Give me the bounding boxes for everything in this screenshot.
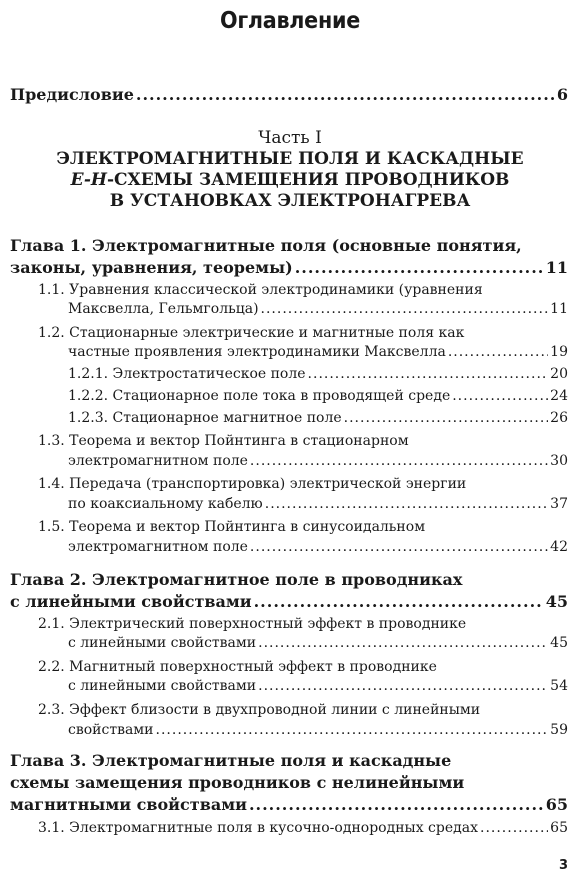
toc-chapter-3-page: 65 — [545, 795, 568, 814]
toc-section-2-1[interactable] — [68, 635, 568, 651]
toc-section-2-3-page: 59 — [550, 722, 568, 738]
toc-section-1-5-line2: электромагнитном поле — [68, 539, 248, 555]
toc-section-1-2-2-page: 24 — [550, 388, 568, 404]
toc-section-2-2[interactable] — [68, 678, 568, 694]
dot-leader — [258, 678, 548, 694]
part-title-line1: ЭЛЕКТРОМАГНИТНЫЕ ПОЛЯ И КАСКАДНЫЕ — [56, 149, 524, 169]
toc-section-2-1-line2: с линейными свойствами — [68, 635, 257, 651]
part-title-italic: E-H — [70, 170, 107, 190]
toc-chapter-3-line2[interactable]: схемы замещения проводников с нелинейными — [10, 773, 465, 792]
toc-section-3-1-page: 65 — [550, 820, 568, 836]
toc-section-1-2-3-label: 1.2.3. Стационарное магнитное поле — [68, 410, 342, 426]
toc-section-2-1-page: 45 — [550, 635, 568, 651]
part-title-line2-rest: -СХЕМЫ ЗАМЕЩЕНИЯ ПРОВОДНИКОВ — [106, 170, 510, 190]
dot-leader — [258, 635, 548, 651]
dot-leader — [452, 388, 548, 404]
toc-section-1-2-2-label: 1.2.2. Стационарное поле тока в проводящей среде — [68, 388, 451, 404]
toc-chapter-1-page: 11 — [545, 258, 568, 277]
dot-leader — [254, 592, 544, 611]
dot-leader — [480, 820, 548, 836]
toc-section-2-3-line2: свойствами — [68, 722, 154, 738]
dot-leader — [156, 722, 549, 738]
toc-section-1-2-line2: частные проявления электродинамики Максвелла — [68, 344, 446, 360]
toc-section-1-3-page: 30 — [550, 453, 568, 469]
toc-section-1-2-page: 19 — [550, 344, 568, 360]
page-title: Оглавление — [219, 8, 360, 34]
toc-section-2-2-line1[interactable]: 2.2. Магнитный поверхностный эффект в проводнике — [38, 659, 437, 675]
toc-section-1-2[interactable] — [68, 344, 568, 360]
toc-chapter-2-line2: с линейными свойствами — [10, 592, 252, 611]
toc-section-1-3-line1[interactable]: 1.3. Теорема и вектор Пойнтинга в стационарном — [38, 433, 409, 449]
toc-chapter-3-line1[interactable]: Глава 3. Электромагнитные поля и каскадные — [10, 751, 452, 770]
toc-section-1-1-line2: Максвелла, Гельмгольца) — [68, 301, 259, 317]
toc-section-1-2-1-page: 20 — [550, 366, 568, 382]
toc-section-1-5-line1[interactable]: 1.5. Теорема и вектор Пойнтинга в синусоидальном — [38, 519, 426, 535]
toc-section-1-2-3[interactable] — [68, 410, 568, 426]
toc-section-1-2-2[interactable] — [68, 388, 568, 404]
dot-leader — [295, 258, 544, 277]
toc-section-3-1[interactable] — [38, 820, 568, 836]
toc-section-2-1-line1[interactable]: 2.1. Электрический поверхностный эффект в проводнике — [38, 616, 467, 632]
toc-chapter-3[interactable] — [10, 795, 568, 814]
toc-section-1-2-3-page: 26 — [550, 410, 568, 426]
toc-chapter-2[interactable] — [10, 592, 568, 611]
part-title-line3: В УСТАНОВКАХ ЭЛЕКТРОНАГРЕВА — [109, 191, 471, 211]
part-number: Часть I — [258, 128, 322, 148]
dot-leader — [265, 496, 548, 512]
dot-leader — [136, 85, 555, 104]
toc-chapter-1-line2: законы, уравнения, теоремы) — [10, 258, 293, 277]
toc-section-2-2-page: 54 — [550, 678, 568, 694]
toc-chapter-3-line3: магнитными свойствами — [10, 795, 247, 814]
toc-section-1-1[interactable] — [68, 301, 568, 317]
toc-section-1-5[interactable] — [68, 539, 568, 555]
toc-chapter-2-page: 45 — [545, 592, 568, 611]
toc-section-1-2-line1[interactable]: 1.2. Стационарные электрические и магнитные поля как — [38, 325, 465, 341]
toc-section-1-1-line1[interactable]: 1.1. Уравнения классической электродинамики (уравнения — [38, 282, 483, 298]
toc-preface-label: Предисловие — [10, 85, 134, 104]
toc-section-2-3-line1[interactable]: 2.3. Эффект близости в двухпроводной линии с линейными — [38, 702, 481, 718]
dot-leader — [261, 301, 549, 317]
toc-section-1-4-line2: по коаксиальному кабелю — [68, 496, 263, 512]
toc-chapter-1[interactable] — [10, 258, 568, 277]
dot-leader — [250, 539, 548, 555]
toc-section-1-2-1[interactable] — [68, 366, 568, 382]
toc-section-1-2-1-label: 1.2.1. Электростатическое поле — [68, 366, 306, 382]
dot-leader — [250, 453, 548, 469]
toc-section-1-4-line1[interactable]: 1.4. Передача (транспортировка) электрической энергии — [38, 476, 467, 492]
toc-chapter-1-line1[interactable]: Глава 1. Электромагнитные поля (основные понятия, — [10, 236, 522, 255]
toc-section-1-3-line2: электромагнитном поле — [68, 453, 248, 469]
toc-preface[interactable] — [10, 85, 568, 104]
toc-preface-page: 6 — [556, 85, 568, 104]
dot-leader — [344, 410, 549, 426]
toc-section-1-4[interactable] — [68, 496, 568, 512]
page-number: 3 — [558, 858, 568, 873]
toc-section-1-1-page: 11 — [550, 301, 568, 317]
dot-leader — [448, 344, 548, 360]
part-title-line2 — [0, 170, 580, 191]
toc-section-3-1-label: 3.1. Электромагнитные поля в кусочно-однородных средах — [38, 820, 478, 836]
toc-section-1-4-page: 37 — [550, 496, 568, 512]
toc-section-2-2-line2: с линейными свойствами — [68, 678, 257, 694]
dot-leader — [249, 795, 544, 814]
toc-section-1-5-page: 42 — [550, 539, 568, 555]
dot-leader — [308, 366, 549, 382]
toc-chapter-2-line1[interactable]: Глава 2. Электромагнитное поле в проводниках — [10, 570, 463, 589]
toc-section-1-3[interactable] — [68, 453, 568, 469]
toc-section-2-3[interactable] — [68, 722, 568, 738]
part-heading — [0, 128, 580, 212]
